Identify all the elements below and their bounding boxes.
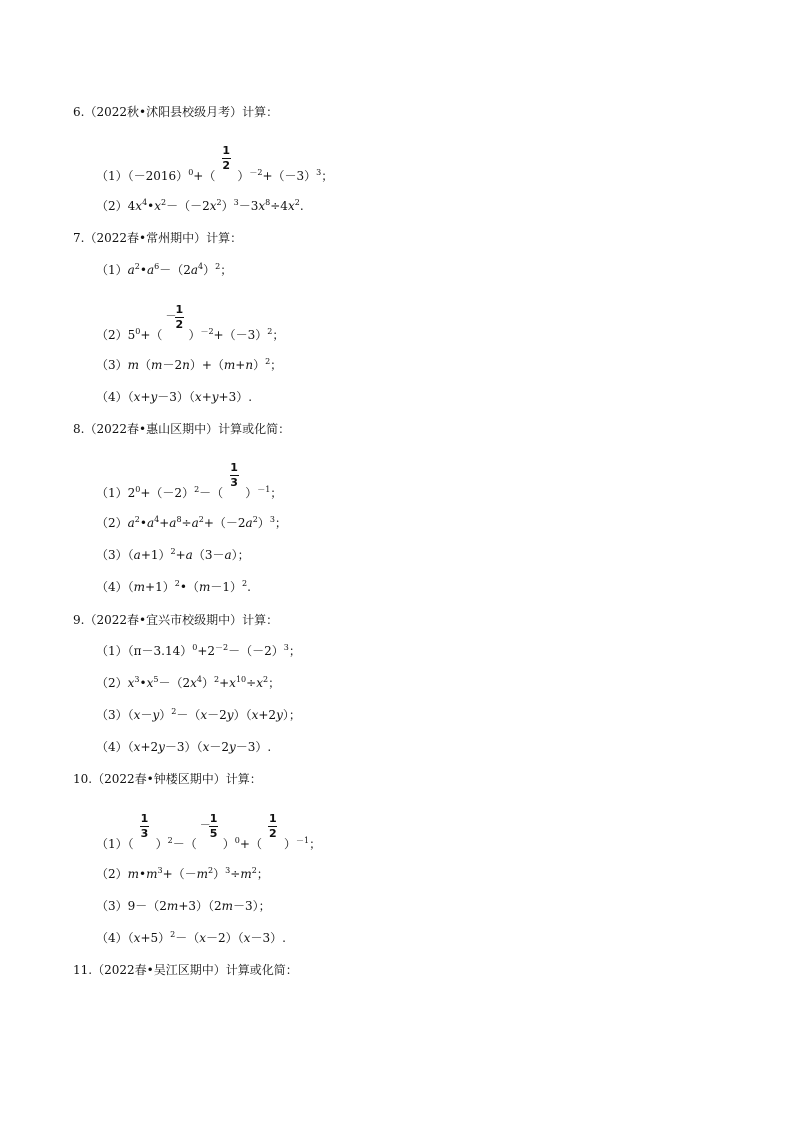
problem-11-header: 11.（2022春•吴江区期中）计算或化简： [73, 963, 298, 977]
fraction: － 1 5 [199, 812, 218, 840]
fraction: 1 2 [222, 144, 230, 172]
problem-10-header: 10.（2022春•钟楼区期中）计算： [73, 772, 262, 786]
problem-9-item-4: （4）（x+2y－3）（x－2y－3）. [96, 740, 272, 754]
problem-9-header: 9.（2022春•宜兴市校级期中）计算： [73, 613, 279, 627]
problem-7-header: 7.（2022春•常州期中）计算： [73, 231, 243, 245]
problem-6-header: 6.（2022秋•沭阳县校级月考）计算： [73, 105, 279, 119]
problem-10-item-1: （1）（ 1 3 ）$^2$－（ － 1 5 ）$^0$+（ 1 2 ）$^{-1}$； [96, 812, 322, 851]
fraction: － 1 2 [165, 303, 184, 331]
fraction: 1 3 [140, 812, 149, 840]
problem-6-item-1: $(1)(-2016)^0+$（ 1 2 ）$^{-2}+(-3)^3$； [96, 144, 334, 183]
problem-8-item-4: $(4)(m+1)^2•(m-1)^2$. [96, 579, 251, 594]
problem-8-header: 8.（2022春•惠山区期中）计算或化简： [73, 422, 291, 436]
problem-10-item-3: （3）9－（2m+3）（2m－3）； [96, 899, 271, 913]
problem-10-item-2: $(2)m•m^3+(-m^2)^3\div m^2$； [96, 866, 269, 881]
problem-7-item-2: $(2)5^0+$（ － 1 2 ）$^{-2}+(-3)^2$； [96, 303, 285, 342]
problem-8-item-1: $(1)2^0+(-2)^2-$（ 1 3 ）$^{-1}$； [96, 461, 283, 500]
problem-9-item-3: $(3)(x-y)^2-(x-2y)(x+2y)$； [96, 707, 301, 722]
problem-10-item-4: $(4)(x+5)^2-(x-2)(x-3)$. [96, 930, 286, 945]
problem-9-item-2: $(2)x^3•x^5-(2x^4)^2+x^{10}\div x^2$； [96, 675, 281, 690]
problem-7-item-4: （4）（x+y－3）（x+y+3）. [96, 390, 253, 404]
problem-8-item-2: $(2)a^2•a^4+a^8\div a^2+(-2a^2)^3$； [96, 515, 287, 530]
problem-6-item-2: $(2)4x^4•x^2-(-2x^2)^3-3x^8\div 4x^2$. [96, 198, 304, 213]
fraction: 1 3 [230, 461, 238, 489]
problem-8-item-3: $(3)(a+1)^2+a(3-a)$； [96, 547, 250, 562]
fraction: 1 2 [268, 812, 277, 840]
problem-7-item-1: $(1)a^2•a^6-(2a^4)^2$； [96, 262, 233, 277]
problem-9-item-1: $(1)(\pi-3.14)^0+2^{-2}-(-2)^3$； [96, 643, 301, 658]
problem-7-item-3: $(3)m(m-2n)+(m+n)^2$； [96, 357, 283, 372]
